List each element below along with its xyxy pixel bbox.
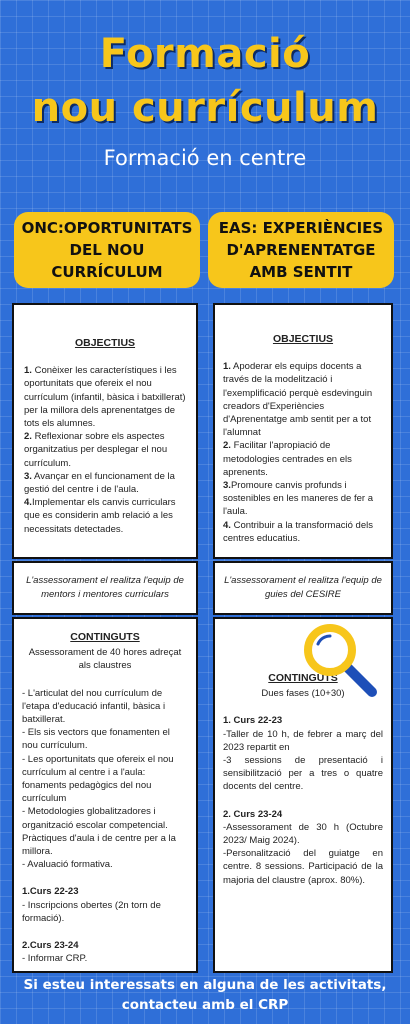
- objective-text: Promoure canvis profunds i sostenibles en les maneres de fer a l'aula.: [223, 480, 373, 518]
- title-line-2: nou currículum: [31, 85, 379, 131]
- eas-contents-intro: Dues fases (10+30): [261, 688, 345, 700]
- onc-objectives-heading: OBJECTIUS: [74, 337, 136, 349]
- onc-advisors-note: L'assessorament el realitza l'equip de mentors i mentores curriculars: [12, 561, 198, 615]
- objective-number: 4.: [24, 497, 32, 509]
- eas-course2-title: 2. Curs 23-24: [223, 808, 283, 820]
- objective-text: Avançar en el funcionament de la gestió del centre i de l'aula.: [24, 470, 175, 496]
- eas-course1-title: 1. Curs 22-23: [223, 715, 283, 727]
- onc-course2-title: 2.Curs 23-24: [22, 940, 79, 952]
- objective-number: 1.: [24, 365, 32, 377]
- onc-objective-item: [24, 364, 186, 430]
- eas-objective-item: [223, 439, 383, 479]
- objective-text: Conèixer les característiques i les oportunitats que ofereix el nou currículum (infantil, bàsica i batxillerat) per la millora dels aprenentatges de tots els alumnes.: [24, 365, 186, 430]
- onc-objective-item: [24, 496, 186, 536]
- title-line-1: Formació: [99, 31, 311, 77]
- magnifying-glass-icon: [300, 622, 380, 698]
- onc-contents-heading: CONTINGUTS: [70, 631, 140, 643]
- objective-text: Contribuir a la transformació dels centres educatius.: [223, 519, 373, 544]
- onc-objective-item: [24, 470, 186, 496]
- onc-content-bullet: - Les oportunitats que ofereix el nou currículum al centre i a l'aula: fonaments pedagògics del nou currículum: [22, 753, 174, 805]
- subtitle: Formació en centre: [103, 146, 307, 170]
- eas-objective-item: [223, 479, 383, 519]
- objective-number: 3.: [223, 480, 231, 492]
- eas-title-line: D'APRENENTATGE: [226, 241, 376, 259]
- onc-objectives-box: [12, 303, 198, 559]
- onc-course1-title: 1.Curs 22-23: [22, 886, 79, 898]
- objective-number: 2.: [24, 431, 32, 443]
- objective-number: 4.: [223, 519, 231, 531]
- onc-contents-box: [12, 617, 198, 973]
- eas-course2-line: -Personalització del guiatge en centre. 8 sessions. Participació de la majoria del claustre (aprox. 80%).: [223, 848, 383, 886]
- objective-text: Apoderar els equips docents a través de la modelització i l'exemplificació perquè esdevinguin creadors d'Experiències d'Aprenentatge amb sentit per a tot l'alumnat: [223, 361, 373, 439]
- footer-line-1: Si esteu interessats en alguna de les activitats,: [23, 977, 387, 993]
- footer-line-2: contacteu amb el CRP: [121, 997, 289, 1013]
- eas-objectives-heading: OBJECTIUS: [272, 333, 334, 345]
- eas-title-pill: [208, 212, 394, 288]
- objective-number: 2.: [223, 440, 231, 452]
- eas-course2-line: -Assessorament de 30 h (Octubre 2023/ Maig 2024).: [223, 821, 383, 847]
- onc-course1-text: - Inscripcions obertes (2n torn de formació).: [22, 899, 161, 924]
- eas-contents-heading: CONTINGUTS: [268, 672, 338, 684]
- onc-title-line: ONC:OPORTUNITATS: [21, 219, 193, 237]
- onc-content-bullet: - Metodologies globalitzadores i organització escolar competencial. Pràctiques d'aula i de centre per a la millora.: [22, 806, 176, 858]
- eas-title-line: AMB SENTIT: [249, 263, 353, 281]
- onc-title-pill: [14, 212, 200, 288]
- onc-title-line: DEL NOU: [69, 241, 145, 259]
- eas-course1-line: -3 sessions de presentació i sensibilització per a tres o quatre docents del centre.: [223, 755, 383, 793]
- onc-course2-text: - Informar CRP.: [22, 953, 88, 965]
- objective-number: 3.: [24, 470, 32, 482]
- onc-content-bullet: - L'articulat del nou currículum de l'etapa d'educació infantil, bàsica i batxillerat.: [22, 687, 166, 726]
- objective-text: Implementar els canvis curriculars que es considerin amb relació a les necessitats detectades.: [24, 497, 176, 535]
- objective-number: 1.: [223, 361, 231, 373]
- onc-contents-intro: Assessorament de 40 hores adreçat als claustres: [28, 647, 182, 672]
- onc-objective-item: [24, 430, 186, 470]
- eas-objective-item: [223, 519, 383, 545]
- eas-advisors-note: L'assessorament el realitza l'equip de guies del CESIRE: [213, 561, 393, 615]
- eas-course1-line: -Taller de 10 h, de febrer a març del 2023 repartit en: [223, 728, 383, 753]
- onc-content-bullet: - Els sis vectors que fonamenten el nou currículum.: [22, 727, 170, 752]
- eas-objective-item: [223, 360, 383, 439]
- onc-title-line: CURRÍCULUM: [51, 263, 163, 281]
- eas-objectives-box: [213, 303, 393, 559]
- eas-title-line: EAS: EXPERIÈNCIES: [218, 219, 384, 237]
- onc-content-bullet: - Avaluació formativa.: [22, 859, 113, 871]
- objective-text: Reflexionar sobre els aspectes organitzatius per desplegar el nou currículum.: [24, 431, 168, 469]
- footer: [0, 975, 410, 1015]
- objective-text: Facilitar l'apropiació de metodologies centrades en els aprenents.: [223, 440, 352, 478]
